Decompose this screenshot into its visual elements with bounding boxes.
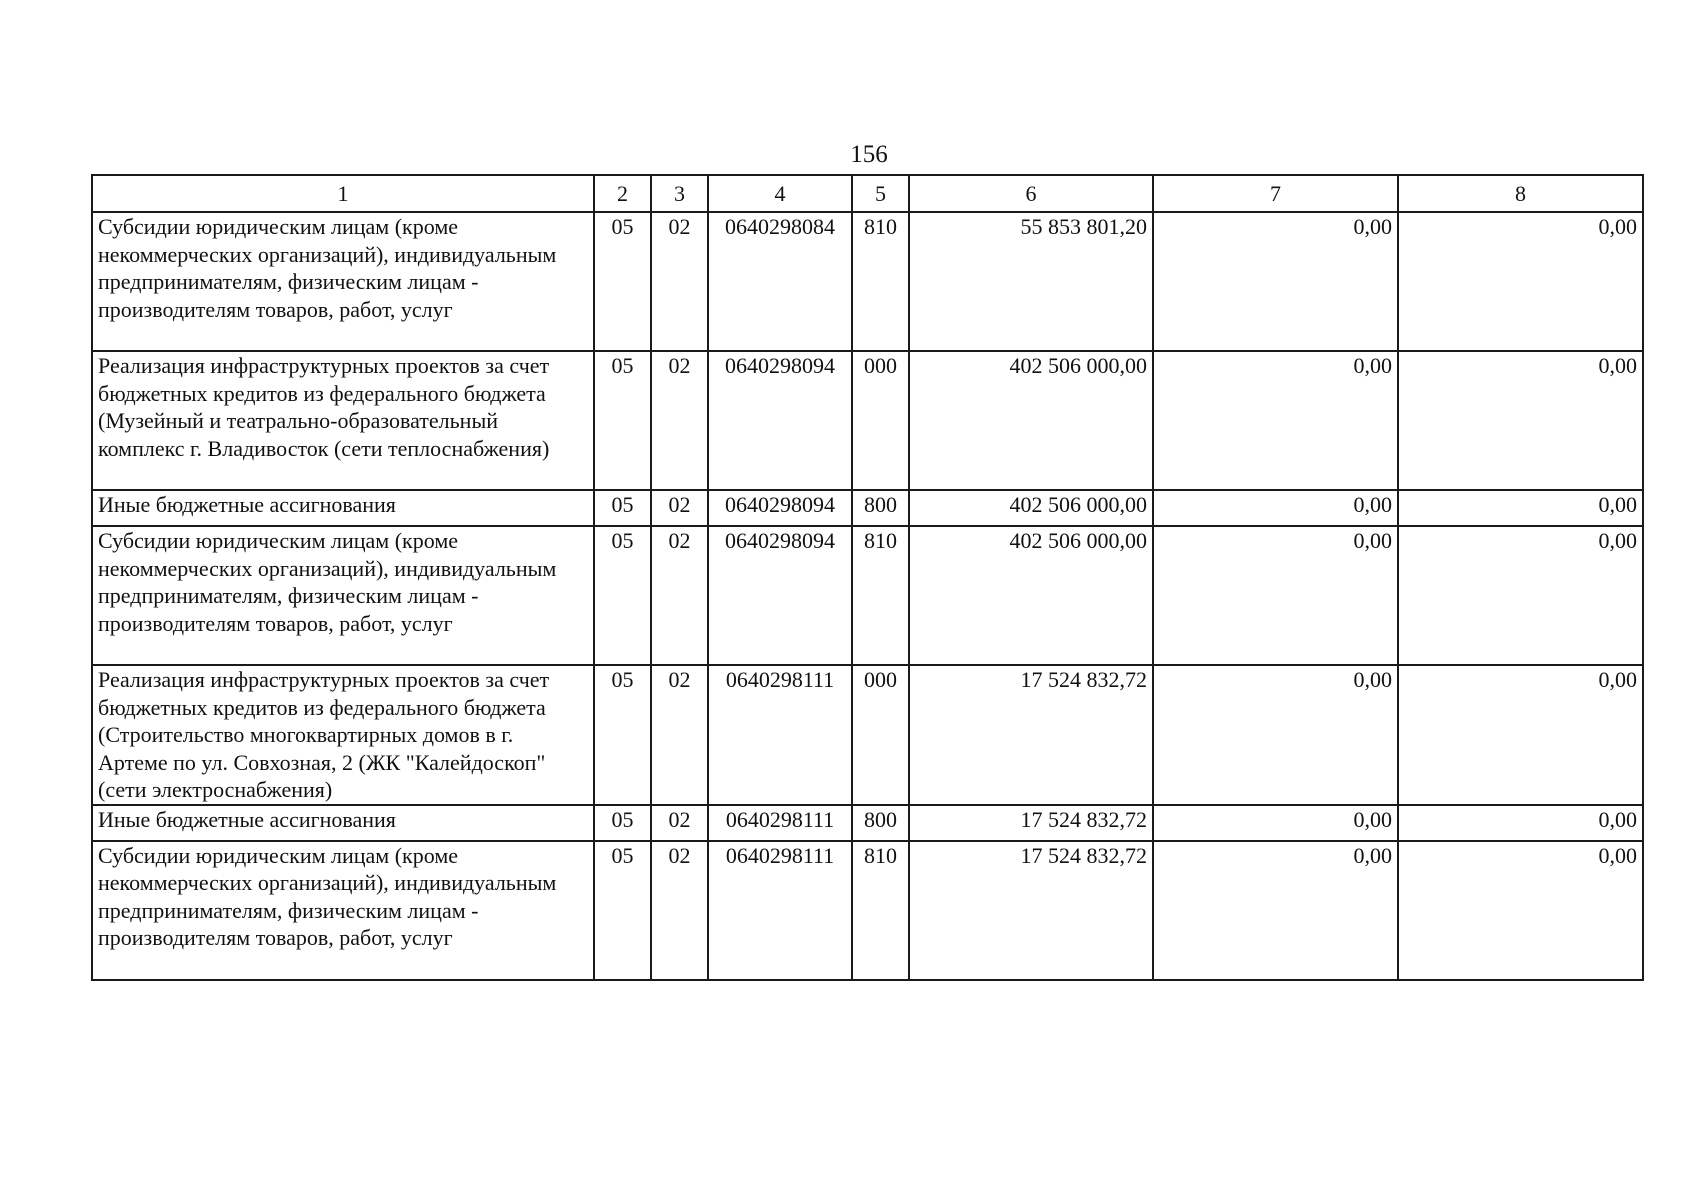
amount-col6: 402 506 000,00 [909, 526, 1153, 665]
section-code: 05 [594, 526, 651, 665]
expense-type-code: 810 [852, 841, 909, 980]
amount-col6: 55 853 801,20 [909, 212, 1153, 351]
subsection-code: 02 [651, 212, 708, 351]
table-row [92, 841, 1643, 980]
amount-col7: 0,00 [1153, 490, 1398, 526]
row-name: Субсидии юридическим лицам (кроме некоммерческих организаций), индивидуальным предпринимателям, физическим лицам - производителям товаров, работ, услуг [92, 212, 594, 351]
row-name: Субсидии юридическим лицам (кроме некоммерческих организаций), индивидуальным предпринимателям, физическим лицам - производителям товаров, работ, услуг [92, 526, 594, 665]
target-article-code: 0640298111 [708, 805, 852, 841]
section-code: 05 [594, 841, 651, 980]
column-header: 2 [594, 175, 651, 212]
amount-col8: 0,00 [1398, 351, 1643, 490]
subsection-code: 02 [651, 665, 708, 805]
target-article-code: 0640298111 [708, 841, 852, 980]
amount-col8: 0,00 [1398, 490, 1643, 526]
amount-col7: 0,00 [1153, 351, 1398, 490]
amount-col7: 0,00 [1153, 841, 1398, 980]
row-name: Субсидии юридическим лицам (кроме некоммерческих организаций), индивидуальным предпринимателям, физическим лицам - производителям товаров, работ, услуг [92, 841, 594, 980]
amount-col6: 402 506 000,00 [909, 490, 1153, 526]
column-header: 1 [92, 175, 594, 212]
section-code: 05 [594, 490, 651, 526]
target-article-code: 0640298084 [708, 212, 852, 351]
amount-col6: 17 524 832,72 [909, 841, 1153, 980]
subsection-code: 02 [651, 805, 708, 841]
subsection-code: 02 [651, 490, 708, 526]
amount-col6: 402 506 000,00 [909, 351, 1153, 490]
subsection-code: 02 [651, 526, 708, 665]
amount-col8: 0,00 [1398, 841, 1643, 980]
column-header: 5 [852, 175, 909, 212]
row-name: Иные бюджетные ассигнования [92, 805, 594, 841]
section-code: 05 [594, 805, 651, 841]
amount-col8: 0,00 [1398, 212, 1643, 351]
subsection-code: 02 [651, 351, 708, 490]
amount-col7: 0,00 [1153, 665, 1398, 805]
header-row [92, 175, 1643, 212]
section-code: 05 [594, 351, 651, 490]
table-row [92, 665, 1643, 805]
expense-type-code: 810 [852, 526, 909, 665]
table-row [92, 490, 1643, 526]
column-header: 6 [909, 175, 1153, 212]
column-header: 7 [1153, 175, 1398, 212]
column-header: 3 [651, 175, 708, 212]
budget-table [91, 174, 1644, 981]
row-name: Реализация инфраструктурных проектов за счет бюджетных кредитов из федерального бюджета (Строительство многоквартирных домов в г. Артеме по ул. Совхозная, 2 (ЖК "Калейдоскоп" (сети электроснабжения) [92, 665, 594, 805]
amount-col7: 0,00 [1153, 526, 1398, 665]
column-header: 8 [1398, 175, 1643, 212]
amount-col7: 0,00 [1153, 805, 1398, 841]
target-article-code: 0640298111 [708, 665, 852, 805]
section-code: 05 [594, 212, 651, 351]
section-code: 05 [594, 665, 651, 805]
table-row [92, 351, 1643, 490]
amount-col7: 0,00 [1153, 212, 1398, 351]
target-article-code: 0640298094 [708, 490, 852, 526]
amount-col6: 17 524 832,72 [909, 665, 1153, 805]
expense-type-code: 000 [852, 351, 909, 490]
expense-type-code: 800 [852, 490, 909, 526]
expense-type-code: 810 [852, 212, 909, 351]
table-row [92, 526, 1643, 665]
page-number: 156 [850, 141, 888, 168]
target-article-code: 0640298094 [708, 526, 852, 665]
row-name: Иные бюджетные ассигнования [92, 490, 594, 526]
amount-col6: 17 524 832,72 [909, 805, 1153, 841]
column-header: 4 [708, 175, 852, 212]
table-row [92, 805, 1643, 841]
expense-type-code: 800 [852, 805, 909, 841]
amount-col8: 0,00 [1398, 526, 1643, 665]
expense-type-code: 000 [852, 665, 909, 805]
amount-col8: 0,00 [1398, 805, 1643, 841]
target-article-code: 0640298094 [708, 351, 852, 490]
table-row [92, 212, 1643, 351]
amount-col8: 0,00 [1398, 665, 1643, 805]
row-name: Реализация инфраструктурных проектов за счет бюджетных кредитов из федерального бюджета (Музейный и театрально-образовательный комплекс г. Владивосток (сети теплоснабжения) [92, 351, 594, 490]
subsection-code: 02 [651, 841, 708, 980]
